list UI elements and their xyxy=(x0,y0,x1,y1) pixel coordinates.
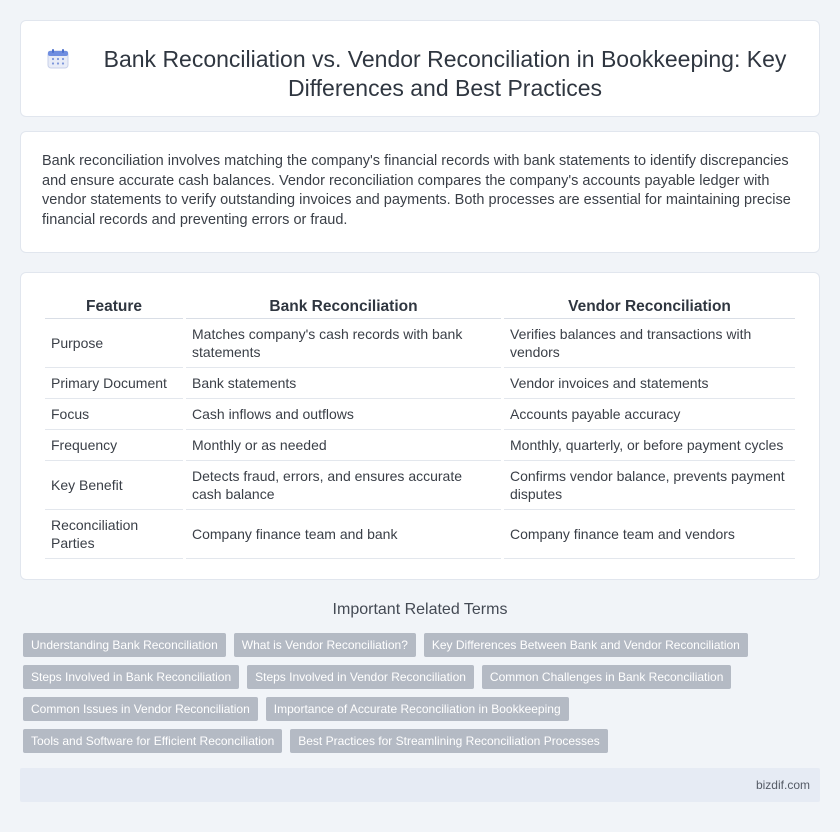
intro-card xyxy=(20,131,820,253)
related-term-link[interactable]: Steps Involved in Bank Reconciliation xyxy=(23,665,239,689)
related-term-link[interactable]: Common Challenges in Bank Reconciliation xyxy=(482,665,731,689)
feature-cell: Frequency xyxy=(45,430,183,461)
vendor-cell: Company finance team and vendors xyxy=(504,510,795,559)
feature-cell: Purpose xyxy=(45,319,183,368)
calendar-icon xyxy=(47,49,69,69)
vendor-cell: Confirms vendor balance, prevents payment disputes xyxy=(504,461,795,510)
related-terms-title: Important Related Terms xyxy=(332,601,508,618)
table-row xyxy=(45,461,795,510)
header-vendor: Vendor Reconciliation xyxy=(504,295,795,319)
related-term-link[interactable]: Tools and Software for Efficient Reconciliation xyxy=(23,729,282,753)
related-term-link[interactable]: Understanding Bank Reconciliation xyxy=(23,633,226,657)
related-term-link[interactable]: Best Practices for Streamlining Reconciliation Processes xyxy=(290,729,607,753)
intro-text: Bank reconciliation involves matching the company's financial records with bank statements to identify discrepancies and ensure accurate cash balances. Vendor reconciliation compares the company's accounts payable ledger with vendor statements to verify outstanding invoices and payments. Both processes are essential for maintaining precise financial records and preventing errors or fraud. xyxy=(42,153,791,228)
table-row xyxy=(45,368,795,399)
vendor-cell: Vendor invoices and statements xyxy=(504,368,795,399)
table-row xyxy=(45,399,795,430)
related-term-link[interactable]: Key Differences Between Bank and Vendor Reconciliation xyxy=(424,633,748,657)
feature-cell: Key Benefit xyxy=(45,461,183,510)
bank-cell: Company finance team and bank xyxy=(186,510,501,559)
bank-cell: Bank statements xyxy=(186,368,501,399)
comparison-card xyxy=(20,272,820,580)
related-term-link[interactable]: Importance of Accurate Reconciliation in Bookkeeping xyxy=(266,697,569,721)
related-term-link[interactable]: Common Issues in Vendor Reconciliation xyxy=(23,697,258,721)
table-row xyxy=(45,510,795,559)
table-header-row xyxy=(45,295,795,319)
bank-cell: Matches company's cash records with bank statements xyxy=(186,319,501,368)
feature-cell: Reconciliation Parties xyxy=(45,510,183,559)
title-card xyxy=(20,20,820,117)
header-bank: Bank Reconciliation xyxy=(186,295,501,319)
vendor-cell: Accounts payable accuracy xyxy=(504,399,795,430)
table-row xyxy=(45,430,795,461)
related-terms-list xyxy=(23,633,803,753)
related-term-link[interactable]: Steps Involved in Vendor Reconciliation xyxy=(247,665,474,689)
header-feature: Feature xyxy=(45,295,183,319)
table-row xyxy=(45,319,795,368)
bank-cell: Monthly or as needed xyxy=(186,430,501,461)
footer xyxy=(20,768,820,802)
comparison-table xyxy=(42,295,798,559)
vendor-cell: Verifies balances and transactions with vendors xyxy=(504,319,795,368)
vendor-cell: Monthly, quarterly, or before payment cycles xyxy=(504,430,795,461)
feature-cell: Primary Document xyxy=(45,368,183,399)
bank-cell: Cash inflows and outflows xyxy=(186,399,501,430)
site-name[interactable]: bizdif.com xyxy=(755,778,810,792)
bank-cell: Detects fraud, errors, and ensures accurate cash balance xyxy=(186,461,501,510)
related-term-link[interactable]: What is Vendor Reconciliation? xyxy=(234,633,416,657)
page-title: Bank Reconciliation vs. Vendor Reconciliation in Bookkeeping: Key Differences and Best Practices xyxy=(103,46,787,101)
feature-cell: Focus xyxy=(45,399,183,430)
